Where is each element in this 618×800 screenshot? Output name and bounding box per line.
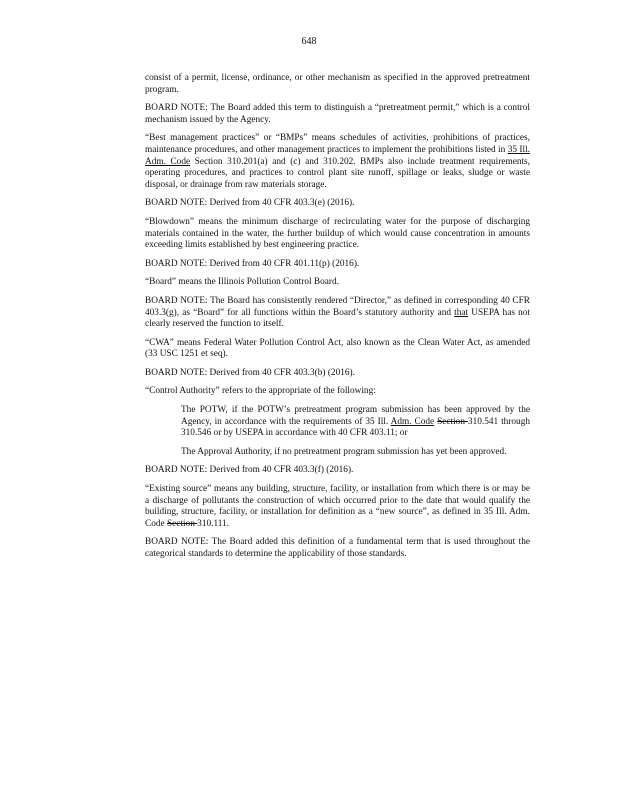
text-run: “Best management practices” or “BMPs” means schedules of activities, prohibitions of practices, maintenance procedures, and other management practices to implement the prohibitions listed in: [145, 133, 530, 155]
board-note-director: [145, 296, 530, 331]
definition-board: “Board” means the Illinois Pollution Control Board.: [145, 277, 339, 288]
control-authority-item-approval: The Approval Authority, if no pretreatment program submission has yet been approved.: [181, 446, 507, 457]
text-run: USEPA has not clearly reserved the function to itself.: [145, 307, 530, 330]
definition-control-authority: “Control Authority” refers to the appropriate of the following:: [145, 386, 376, 397]
text-run: 310.111.: [197, 518, 230, 529]
definition-bmps: [145, 133, 530, 191]
definition-blowdown: “Blowdown” means the minimum discharge of recirculating water for the purpose of discharging materials contained in the water, the further buildup of which would cause concentration in amounts exceeding limits established by best engineering practice.: [145, 216, 530, 251]
board-note-existing-source: BOARD NOTE: The Board added this definition of a fundamental term that is used throughout the categorical standards to determine the applicability of those standards.: [145, 537, 530, 559]
text-run: BOARD NOTE: The Board has consistently rendered “Director,” as defined in corresponding 40 CFR 403.3(g), as “Board” for all functions within the Board’s statutory authority and: [145, 295, 530, 318]
page-number: 648: [301, 36, 317, 47]
deleted-text: Section: [166, 518, 198, 529]
board-note-blowdown: BOARD NOTE: Derived from 40 CFR 401.11(p) (2016).: [145, 258, 360, 269]
board-note-pretreatment-permit: BOARD NOTE: The Board added this term to distinguish a “pretreatment permit,” which is a control mechanism issued by the Agency.: [145, 103, 530, 125]
text-run: 310.541 through 310.546 or by USEPA in accordance with 40 CFR 403.11; or: [181, 416, 530, 439]
board-note-control-authority: BOARD NOTE: Derived from 40 CFR 403.3(f) (2016).: [145, 465, 354, 476]
board-note-cwa: BOARD NOTE: Derived from 40 CFR 403.3(b) (2016).: [145, 367, 355, 378]
control-authority-item-potw: [181, 405, 530, 440]
inserted-text: Adm. Code: [390, 416, 435, 427]
text-run: Section 310.201(a) and (c) and 310.202. BMPs also include treatment requirements, operating procedures, and practices to control plant site runoff, spillage or leaks, sludge or waste disposal, or drainage from raw materials storage.: [145, 156, 530, 190]
inserted-text: that: [454, 307, 469, 318]
paragraph-permit-continuation: consist of a permit, license, ordinance, or other mechanism as specified in the approved pretreatment program.: [145, 73, 530, 95]
deleted-text: Section: [437, 416, 468, 427]
definition-existing-source: [145, 484, 530, 530]
document-body: [145, 73, 530, 568]
inserted-text: 35 Ill. Adm. Code: [145, 144, 530, 167]
text-run: The POTW, if the POTW’s pretreatment program submission has been approved by the Agency, in accordance with the requirements of 35 Ill.: [181, 405, 530, 427]
text-run: “Existing source” means any building, structure, facility, or installation from which there is or may be a discharge of pollutants the construction of which occurred prior to the date that would qualify the building, structure, facility, or installation for definition as a “new source”, as defined in 35 Ill. Adm. Code: [145, 484, 530, 529]
definition-cwa: “CWA” means Federal Water Pollution Control Act, also known as the Clean Water Act, as amended (33 USC 1251 et seq).: [145, 337, 530, 360]
board-note-bmps: BOARD NOTE: Derived from 40 CFR 403.3(e) (2016).: [145, 198, 355, 209]
